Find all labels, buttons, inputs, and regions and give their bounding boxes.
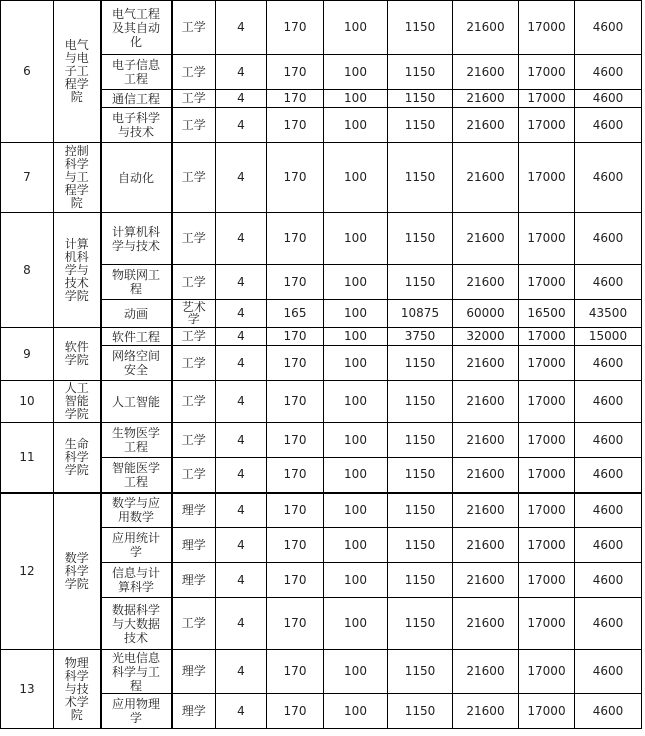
major-cell: 光电信息科学与工程 <box>101 650 172 694</box>
credits-cell: 170 <box>267 90 324 108</box>
base-fee-cell: 17000 <box>519 598 575 650</box>
extra-fee-cell: 4600 <box>575 143 642 213</box>
fee-per-credit-cell: 100 <box>324 265 388 300</box>
base-fee-cell: 16500 <box>519 300 575 328</box>
credit-fee-cell: 1150 <box>388 694 453 729</box>
total-tuition-cell: 21600 <box>453 423 519 458</box>
fee-per-credit-cell: 100 <box>324 1 388 55</box>
row-number: 11 <box>1 423 54 493</box>
base-fee-cell: 17000 <box>519 108 575 143</box>
total-tuition-cell: 21600 <box>453 346 519 381</box>
credits-cell: 170 <box>267 381 324 423</box>
credit-fee-cell: 10875 <box>388 300 453 328</box>
major-cell: 计算机科学与技术 <box>101 213 172 265</box>
major-cell: 智能医学工程 <box>101 458 172 493</box>
years-cell: 4 <box>216 598 267 650</box>
credits-cell: 170 <box>267 493 324 528</box>
years-cell: 4 <box>216 108 267 143</box>
category-cell: 工学 <box>172 423 216 458</box>
extra-fee-cell: 4600 <box>575 528 642 563</box>
years-cell: 4 <box>216 328 267 346</box>
major-cell: 物联网工程 <box>101 265 172 300</box>
fee-per-credit-cell: 100 <box>324 493 388 528</box>
category-cell: 艺术学 <box>172 300 216 328</box>
credits-cell: 170 <box>267 213 324 265</box>
fee-per-credit-cell: 100 <box>324 650 388 694</box>
total-tuition-cell: 21600 <box>453 265 519 300</box>
category-cell: 工学 <box>172 143 216 213</box>
total-tuition-cell: 21600 <box>453 90 519 108</box>
credits-cell: 170 <box>267 598 324 650</box>
base-fee-cell: 17000 <box>519 650 575 694</box>
major-cell: 电气工程及其自动化 <box>101 1 172 55</box>
years-cell: 4 <box>216 1 267 55</box>
credit-fee-cell: 1150 <box>388 1 453 55</box>
category-cell: 工学 <box>172 346 216 381</box>
total-tuition-cell: 21600 <box>453 694 519 729</box>
credit-fee-cell: 1150 <box>388 458 453 493</box>
extra-fee-cell: 4600 <box>575 381 642 423</box>
fee-per-credit-cell: 100 <box>324 328 388 346</box>
credit-fee-cell: 1150 <box>388 55 453 90</box>
total-tuition-cell: 21600 <box>453 213 519 265</box>
total-tuition-cell: 21600 <box>453 650 519 694</box>
extra-fee-cell: 4600 <box>575 493 642 528</box>
fee-per-credit-cell: 100 <box>324 423 388 458</box>
base-fee-cell: 17000 <box>519 143 575 213</box>
credits-cell: 170 <box>267 563 324 598</box>
years-cell: 4 <box>216 563 267 598</box>
extra-fee-cell: 4600 <box>575 90 642 108</box>
fee-per-credit-cell: 100 <box>324 381 388 423</box>
extra-fee-cell: 4600 <box>575 423 642 458</box>
extra-fee-cell: 4600 <box>575 265 642 300</box>
extra-fee-cell: 4600 <box>575 598 642 650</box>
base-fee-cell: 17000 <box>519 528 575 563</box>
years-cell: 4 <box>216 694 267 729</box>
credit-fee-cell: 1150 <box>388 381 453 423</box>
fee-per-credit-cell: 100 <box>324 528 388 563</box>
total-tuition-cell: 21600 <box>453 528 519 563</box>
extra-fee-cell: 4600 <box>575 346 642 381</box>
years-cell: 4 <box>216 213 267 265</box>
table-row <box>1 328 642 346</box>
credit-fee-cell: 1150 <box>388 265 453 300</box>
table-row <box>1 423 642 458</box>
years-cell: 4 <box>216 90 267 108</box>
total-tuition-cell: 21600 <box>453 563 519 598</box>
extra-fee-cell: 4600 <box>575 108 642 143</box>
category-cell: 工学 <box>172 328 216 346</box>
years-cell: 4 <box>216 381 267 423</box>
major-cell: 数学与应用数学 <box>101 493 172 528</box>
fee-per-credit-cell: 100 <box>324 563 388 598</box>
category-cell: 理学 <box>172 694 216 729</box>
major-cell: 应用物理学 <box>101 694 172 729</box>
credit-fee-cell: 1150 <box>388 90 453 108</box>
category-cell: 工学 <box>172 1 216 55</box>
category-cell: 工学 <box>172 90 216 108</box>
fee-per-credit-cell: 100 <box>324 213 388 265</box>
extra-fee-cell: 4600 <box>575 650 642 694</box>
base-fee-cell: 17000 <box>519 55 575 90</box>
total-tuition-cell: 21600 <box>453 458 519 493</box>
row-number: 6 <box>1 1 54 143</box>
category-cell: 理学 <box>172 493 216 528</box>
major-cell: 通信工程 <box>101 90 172 108</box>
category-cell: 理学 <box>172 650 216 694</box>
total-tuition-cell: 21600 <box>453 493 519 528</box>
row-number: 13 <box>1 650 54 729</box>
table-body <box>1 1 642 729</box>
row-number: 10 <box>1 381 54 423</box>
table-row <box>1 650 642 694</box>
credits-cell: 170 <box>267 423 324 458</box>
credit-fee-cell: 1150 <box>388 598 453 650</box>
major-cell: 信息与计算科学 <box>101 563 172 598</box>
category-cell: 工学 <box>172 55 216 90</box>
category-cell: 理学 <box>172 528 216 563</box>
total-tuition-cell: 21600 <box>453 143 519 213</box>
college-name: 计算机科学与技术学院 <box>54 213 101 328</box>
credits-cell: 170 <box>267 346 324 381</box>
row-number: 12 <box>1 493 54 650</box>
major-cell: 动画 <box>101 300 172 328</box>
total-tuition-cell: 21600 <box>453 108 519 143</box>
years-cell: 4 <box>216 300 267 328</box>
years-cell: 4 <box>216 528 267 563</box>
base-fee-cell: 17000 <box>519 694 575 729</box>
major-cell: 电子信息工程 <box>101 55 172 90</box>
category-cell: 工学 <box>172 108 216 143</box>
extra-fee-cell: 15000 <box>575 328 642 346</box>
total-tuition-cell: 21600 <box>453 55 519 90</box>
row-number: 8 <box>1 213 54 328</box>
years-cell: 4 <box>216 346 267 381</box>
extra-fee-cell: 4600 <box>575 1 642 55</box>
credit-fee-cell: 1150 <box>388 213 453 265</box>
base-fee-cell: 17000 <box>519 381 575 423</box>
extra-fee-cell: 4600 <box>575 213 642 265</box>
credit-fee-cell: 1150 <box>388 563 453 598</box>
base-fee-cell: 17000 <box>519 423 575 458</box>
fee-per-credit-cell: 100 <box>324 108 388 143</box>
table-row <box>1 213 642 265</box>
credit-fee-cell: 1150 <box>388 493 453 528</box>
fee-per-credit-cell: 100 <box>324 598 388 650</box>
major-cell: 数据科学与大数据技术 <box>101 598 172 650</box>
college-name: 数学科学学院 <box>54 493 101 650</box>
credits-cell: 170 <box>267 694 324 729</box>
years-cell: 4 <box>216 650 267 694</box>
extra-fee-cell: 4600 <box>575 694 642 729</box>
extra-fee-cell: 43500 <box>575 300 642 328</box>
table-row <box>1 381 642 423</box>
base-fee-cell: 17000 <box>519 265 575 300</box>
credit-fee-cell: 1150 <box>388 650 453 694</box>
fee-per-credit-cell: 100 <box>324 143 388 213</box>
category-cell: 工学 <box>172 458 216 493</box>
fee-per-credit-cell: 100 <box>324 694 388 729</box>
category-cell: 工学 <box>172 598 216 650</box>
credit-fee-cell: 1150 <box>388 108 453 143</box>
major-cell: 生物医学工程 <box>101 423 172 458</box>
total-tuition-cell: 21600 <box>453 381 519 423</box>
extra-fee-cell: 4600 <box>575 55 642 90</box>
credit-fee-cell: 1150 <box>388 528 453 563</box>
major-cell: 软件工程 <box>101 328 172 346</box>
years-cell: 4 <box>216 423 267 458</box>
category-cell: 工学 <box>172 213 216 265</box>
credits-cell: 170 <box>267 55 324 90</box>
credit-fee-cell: 1150 <box>388 423 453 458</box>
college-name: 生命科学学院 <box>54 423 101 493</box>
base-fee-cell: 17000 <box>519 493 575 528</box>
years-cell: 4 <box>216 265 267 300</box>
fee-per-credit-cell: 100 <box>324 55 388 90</box>
fee-per-credit-cell: 100 <box>324 458 388 493</box>
fee-per-credit-cell: 100 <box>324 300 388 328</box>
major-cell: 应用统计学 <box>101 528 172 563</box>
credits-cell: 170 <box>267 108 324 143</box>
fee-per-credit-cell: 100 <box>324 90 388 108</box>
table-row <box>1 493 642 528</box>
base-fee-cell: 17000 <box>519 328 575 346</box>
credit-fee-cell: 1150 <box>388 143 453 213</box>
credits-cell: 165 <box>267 300 324 328</box>
fee-per-credit-cell: 100 <box>324 346 388 381</box>
credits-cell: 170 <box>267 650 324 694</box>
base-fee-cell: 17000 <box>519 1 575 55</box>
total-tuition-cell: 21600 <box>453 598 519 650</box>
extra-fee-cell: 4600 <box>575 563 642 598</box>
base-fee-cell: 17000 <box>519 90 575 108</box>
years-cell: 4 <box>216 55 267 90</box>
row-number: 9 <box>1 328 54 381</box>
college-name: 物理科学与技术学院 <box>54 650 101 729</box>
college-name: 控制科学与工程学院 <box>54 143 101 213</box>
major-cell: 人工智能 <box>101 381 172 423</box>
major-cell: 电子科学与技术 <box>101 108 172 143</box>
table-row <box>1 1 642 55</box>
credit-fee-cell: 3750 <box>388 328 453 346</box>
college-name: 软件学院 <box>54 328 101 381</box>
total-tuition-cell: 32000 <box>453 328 519 346</box>
credits-cell: 170 <box>267 143 324 213</box>
credits-cell: 170 <box>267 265 324 300</box>
college-name: 电气与电子工程学院 <box>54 1 101 143</box>
years-cell: 4 <box>216 493 267 528</box>
major-cell: 网络空间安全 <box>101 346 172 381</box>
category-cell: 工学 <box>172 381 216 423</box>
credit-fee-cell: 1150 <box>388 346 453 381</box>
base-fee-cell: 17000 <box>519 346 575 381</box>
credits-cell: 170 <box>267 1 324 55</box>
table-row <box>1 143 642 213</box>
row-number: 7 <box>1 143 54 213</box>
base-fee-cell: 17000 <box>519 213 575 265</box>
base-fee-cell: 17000 <box>519 563 575 598</box>
category-cell: 工学 <box>172 265 216 300</box>
total-tuition-cell: 60000 <box>453 300 519 328</box>
credits-cell: 170 <box>267 458 324 493</box>
total-tuition-cell: 21600 <box>453 1 519 55</box>
college-name: 人工智能学院 <box>54 381 101 423</box>
years-cell: 4 <box>216 143 267 213</box>
credits-cell: 170 <box>267 328 324 346</box>
major-cell: 自动化 <box>101 143 172 213</box>
extra-fee-cell: 4600 <box>575 458 642 493</box>
credits-cell: 170 <box>267 528 324 563</box>
years-cell: 4 <box>216 458 267 493</box>
category-cell: 理学 <box>172 563 216 598</box>
base-fee-cell: 17000 <box>519 458 575 493</box>
